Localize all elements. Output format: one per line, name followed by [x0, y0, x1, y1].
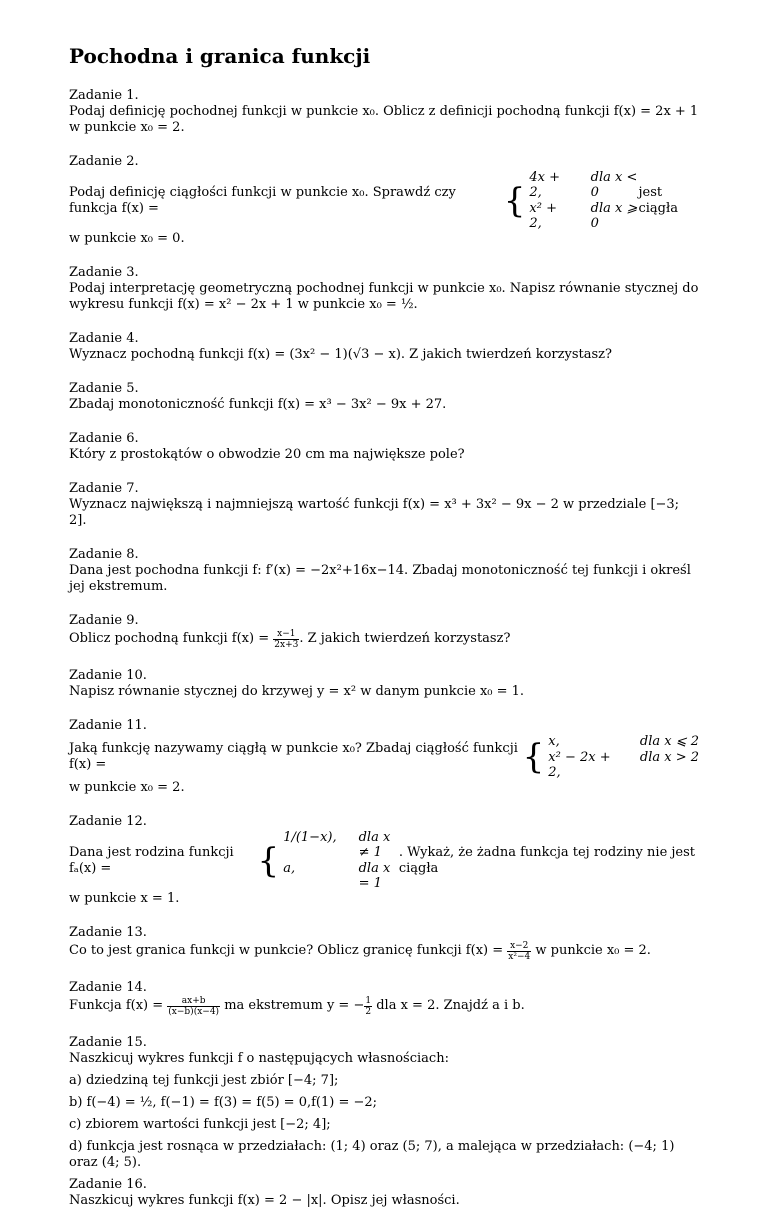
task-text: dla x = 2. Znajdź a i b. [376, 998, 525, 1013]
task-16 [69, 1177, 699, 1209]
fraction-denominator: (x−b)(x−4) [168, 1007, 220, 1017]
task-label: Zadanie 15. [69, 1035, 147, 1050]
task-9 [69, 613, 699, 650]
task-text: Podaj definicję pochodnej funkcji w punkcie x₀. Oblicz z definicji pochodną funkcji f(x) = 2x + 1 w punkcie x₀ = 2. [69, 104, 699, 135]
task-text-row [69, 941, 699, 962]
task-label: Zadanie 5. [69, 381, 139, 396]
case-condition: dla x ⩽ 2 [639, 734, 699, 749]
task-label: Zadanie 16. [69, 1177, 147, 1192]
fraction-denominator: x²−4 [508, 952, 531, 962]
task-text: Oblicz pochodną funkcji f(x) = [69, 631, 270, 646]
task-text: . Z jakich twierdzeń korzystasz? [299, 631, 511, 646]
task-14 [69, 980, 699, 1017]
task-label: Zadanie 3. [69, 265, 139, 280]
task-text: Naszkicuj wykres funkcji f o następujących własnościach: [69, 1051, 449, 1066]
case-expression: x² − 2x + 2, [548, 750, 611, 780]
task-text: Zbadaj monotoniczność funkcji f(x) = x³ − 3x² − 9x + 27. [69, 397, 447, 412]
task-text-row [69, 629, 699, 650]
task-label: Zadanie 14. [69, 980, 147, 995]
task-label: Zadanie 12. [69, 814, 147, 829]
fraction [364, 996, 372, 1017]
task-text: Jaką funkcję nazywamy ciągłą w punkcie x₀? Zbadaj ciągłość funkcji f(x) = [69, 741, 518, 772]
task-text: Funkcja f(x) = [69, 998, 164, 1013]
piecewise-function [256, 830, 399, 891]
task-text-row [69, 170, 699, 231]
piecewise-function [502, 170, 639, 231]
list-item: c) zbiorem wartości funkcji jest [−2; 4]; [69, 1117, 331, 1132]
fraction-numerator: x−2 [507, 941, 531, 952]
brace-icon: { [503, 180, 526, 221]
task-text: w punkcie x₀ = 2. [69, 780, 185, 795]
task-text-row [69, 996, 699, 1017]
task-text-row [69, 734, 699, 780]
task-6 [69, 431, 699, 463]
task-11 [69, 718, 699, 796]
task-label: Zadanie 1. [69, 88, 139, 103]
task-label: Zadanie 7. [69, 481, 139, 496]
task-3 [69, 265, 699, 313]
case-condition: dla x ≠ 1 [358, 830, 391, 860]
page-title: Pochodna i granica funkcji [69, 44, 371, 68]
case-condition: dla x > 2 [639, 750, 699, 765]
fraction-numerator: x−1 [273, 629, 299, 640]
list-item: b) f(−4) = ½, f(−1) = f(3) = f(5) = 0,f(1) = −2; [69, 1095, 378, 1110]
fraction-denominator: 2 [365, 1007, 372, 1017]
list-item: a) dziedziną tej funkcji jest zbiór [−4; 7]; [69, 1073, 339, 1088]
task-text: w punkcie x₀ = 0. [69, 231, 185, 246]
worksheet [69, 44, 699, 1227]
task-text: Podaj interpretację geometryczną pochodnej funkcji w punkcie x₀. Napisz równanie stycznej do wykresu funkcji f(x) = x² − 2x + 1 w punkcie x₀ = ½. [69, 281, 699, 312]
fraction [273, 629, 299, 650]
list-item: d) funkcja jest rosnąca w przedziałach: (1; 4) oraz (5; 7), a malejąca w przedziałach: (−4; 1) oraz (4; 5). [69, 1139, 675, 1170]
task-7 [69, 481, 699, 529]
case-expression: x, [548, 734, 560, 749]
fraction [167, 996, 220, 1017]
task-text: w punkcie x = 1. [69, 891, 180, 906]
task-text: ma ekstremum y = − [224, 998, 365, 1013]
task-12 [69, 814, 699, 907]
task-5 [69, 381, 699, 413]
property-list [69, 1073, 699, 1171]
task-text: Który z prostokątów o obwodzie 20 cm ma największe pole? [69, 447, 465, 462]
case-condition: dla x < 0 [590, 170, 638, 200]
task-text: Co to jest granica funkcji w punkcie? Oblicz granicę funkcji f(x) = [69, 943, 504, 958]
task-4 [69, 331, 699, 363]
task-text: Dana jest pochodna funkcji f: f′(x) = −2x²+16x−14. Zbadaj monotoniczność tej funkcji i określ jej ekstremum. [69, 563, 691, 594]
task-text: Naszkicuj wykres funkcji f(x) = 2 − |x|. Opisz jej własności. [69, 1193, 460, 1208]
brace-icon: { [257, 840, 280, 881]
piecewise-function [521, 734, 699, 780]
case-expression: 4x + 2, [529, 170, 561, 200]
task-1 [69, 88, 699, 136]
task-text: . Wykaż, że żadna funkcja tej rodziny nie jest ciągła [398, 844, 696, 876]
brace-icon: { [522, 737, 545, 777]
task-text: Wyznacz największą i najmniejszą wartość funkcji f(x) = x³ + 3x² − 9x − 2 w przedziale [−3; 2]. [69, 497, 680, 528]
task-label: Zadanie 11. [69, 718, 147, 733]
task-15 [69, 1035, 699, 1171]
task-label: Zadanie 6. [69, 431, 139, 446]
task-label: Zadanie 2. [69, 154, 139, 169]
case-expression: 1/(1−x), [283, 830, 337, 845]
task-label: Zadanie 10. [69, 668, 147, 683]
task-text: w punkcie x₀ = 2. [535, 943, 651, 958]
case-condition: dla x ⩾ 0 [590, 201, 638, 231]
task-10 [69, 668, 699, 700]
fraction [507, 941, 531, 962]
task-text: Podaj definicję ciągłości funkcji w punkcie x₀. Sprawdź czy funkcja f(x) = [69, 184, 456, 216]
case-expression: x² + 2, [529, 201, 557, 231]
task-label: Zadanie 4. [69, 331, 139, 346]
task-label: Zadanie 8. [69, 547, 139, 562]
task-label: Zadanie 9. [69, 613, 139, 628]
case-expression: a, [283, 861, 296, 876]
task-text-row [69, 830, 699, 891]
fraction-numerator: ax+b [167, 996, 220, 1007]
task-text: Dana jest rodzina funkcji fₐ(x) = [69, 844, 234, 876]
task-2 [69, 154, 699, 247]
task-13 [69, 925, 699, 962]
task-8 [69, 547, 699, 595]
fraction-denominator: 2x+3 [274, 640, 299, 650]
task-text: jest ciągła [638, 184, 678, 216]
case-condition: dla x = 1 [358, 861, 391, 891]
task-text: Wyznacz pochodną funkcji f(x) = (3x² − 1)(√3 − x). Z jakich twierdzeń korzystasz? [69, 347, 612, 362]
task-text: Napisz równanie stycznej do krzywej y = x² w danym punkcie x₀ = 1. [69, 684, 525, 699]
task-label: Zadanie 13. [69, 925, 147, 940]
fraction-numerator: 1 [365, 996, 372, 1006]
